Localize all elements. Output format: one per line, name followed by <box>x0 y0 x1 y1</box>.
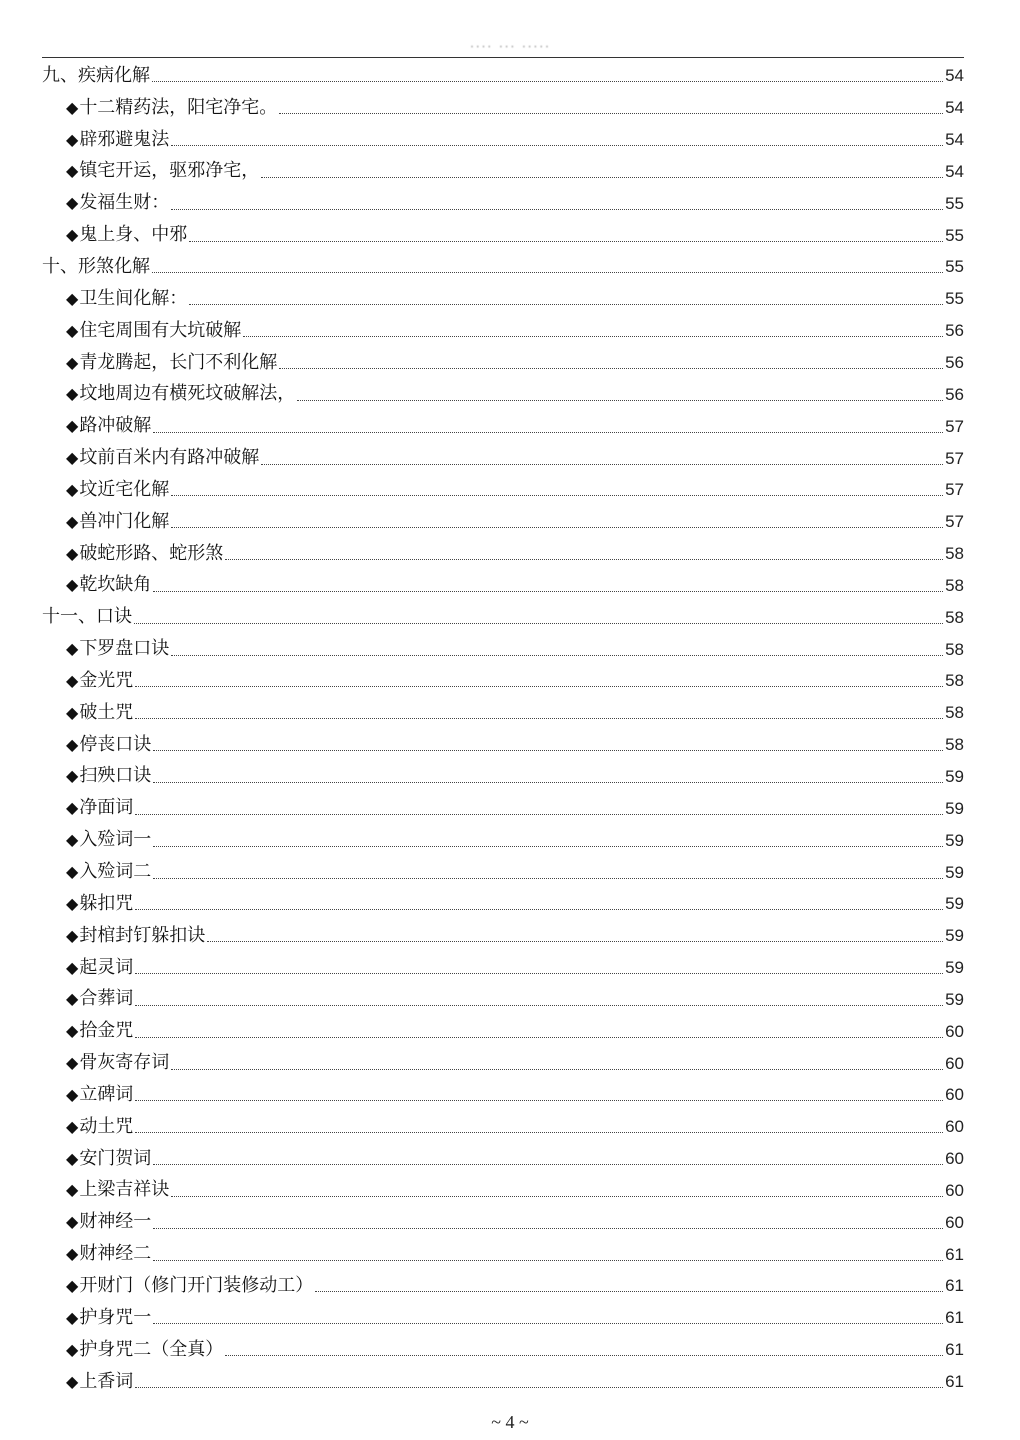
toc-item-row <box>42 378 964 410</box>
diamond-bullet-icon: ◆ <box>66 1116 79 1136</box>
dot-leader <box>135 1100 943 1101</box>
toc-item-title: 破蛇形路、蛇形煞 <box>79 542 224 564</box>
diamond-bullet-icon: ◆ <box>66 479 79 499</box>
toc-item-row <box>42 665 964 697</box>
dot-leader <box>243 336 943 337</box>
toc-item-title: 护身咒一 <box>79 1306 152 1328</box>
running-header: ···· ··· ····· <box>469 38 551 56</box>
dot-leader <box>207 941 943 942</box>
diamond-bullet-icon: ◆ <box>66 225 79 245</box>
toc-item-row <box>42 283 964 315</box>
toc-page-number: 61 <box>945 1308 964 1328</box>
toc-page-number: 61 <box>945 1276 964 1296</box>
toc-item-row <box>42 1143 964 1175</box>
toc-section-title: 十、形煞化解 <box>42 255 150 277</box>
diamond-bullet-icon: ◆ <box>66 734 79 754</box>
toc-item-row <box>42 920 964 952</box>
toc-item-row <box>42 761 964 793</box>
toc-item-row <box>42 888 964 920</box>
dot-leader <box>135 1132 943 1133</box>
diamond-bullet-icon: ◆ <box>66 1180 79 1200</box>
toc-page-number: 61 <box>945 1372 964 1392</box>
toc-item-row <box>42 824 964 856</box>
diamond-bullet-icon: ◆ <box>66 1339 79 1359</box>
toc-page-number: 56 <box>945 321 964 341</box>
dot-leader <box>279 368 943 369</box>
toc-page-number: 60 <box>945 1149 964 1169</box>
toc-item-title: 停丧口诀 <box>79 733 152 755</box>
toc-item-title: 发福生财： <box>79 192 170 214</box>
dot-leader <box>153 1228 943 1229</box>
diamond-bullet-icon: ◆ <box>66 288 79 308</box>
toc-item-title: 卫生间化解： <box>79 287 188 309</box>
dot-leader <box>135 909 943 910</box>
diamond-bullet-icon: ◆ <box>66 384 79 404</box>
toc-item-title: 起灵词 <box>79 956 134 978</box>
toc-item-row <box>42 1334 964 1366</box>
dot-leader <box>189 304 943 305</box>
toc-item-title: 坟地周边有横死坟破解法， <box>79 383 296 405</box>
diamond-bullet-icon: ◆ <box>66 161 79 181</box>
diamond-bullet-icon: ◆ <box>66 1307 79 1327</box>
toc-section-row <box>42 251 964 283</box>
toc-item-row <box>42 442 964 474</box>
toc-item-title: 财神经一 <box>79 1211 152 1233</box>
diamond-bullet-icon: ◆ <box>66 352 79 372</box>
diamond-bullet-icon: ◆ <box>66 639 79 659</box>
dot-leader <box>153 1323 943 1324</box>
toc-page-number: 58 <box>945 575 964 595</box>
diamond-bullet-icon: ◆ <box>66 1244 79 1264</box>
toc-item-title: 入殓词二 <box>79 861 152 883</box>
toc-page-number: 59 <box>945 766 964 786</box>
dot-leader <box>171 1196 943 1197</box>
toc-item-title: 躲扣咒 <box>79 892 134 914</box>
toc-section-row <box>42 60 964 92</box>
toc-section-title: 十一、口诀 <box>42 606 132 628</box>
diamond-bullet-icon: ◆ <box>66 830 79 850</box>
diamond-bullet-icon: ◆ <box>66 1371 79 1391</box>
toc-item-row <box>42 1366 964 1398</box>
toc-page-number: 59 <box>945 926 964 946</box>
toc-item-title: 上梁吉祥诀 <box>79 1179 170 1201</box>
dot-leader <box>261 464 943 465</box>
toc-page-number: 54 <box>945 66 964 86</box>
diamond-bullet-icon: ◆ <box>66 670 79 690</box>
toc-page-number: 59 <box>945 862 964 882</box>
toc-item-title: 上香词 <box>79 1370 134 1392</box>
toc-page-number: 59 <box>945 989 964 1009</box>
toc-item-row <box>42 156 964 188</box>
dot-leader <box>225 1355 943 1356</box>
toc-page-number: 57 <box>945 512 964 532</box>
diamond-bullet-icon: ◆ <box>66 766 79 786</box>
dot-leader <box>279 113 943 114</box>
toc-item-title: 净面词 <box>79 797 134 819</box>
toc-item-row <box>42 219 964 251</box>
toc-item-row <box>42 474 964 506</box>
dot-leader <box>135 1037 943 1038</box>
dot-leader <box>135 1387 943 1388</box>
toc-item-row <box>42 506 964 538</box>
diamond-bullet-icon: ◆ <box>66 448 79 468</box>
toc-item-title: 动土咒 <box>79 1115 134 1137</box>
dot-leader <box>135 973 943 974</box>
toc-page-number: 57 <box>945 416 964 436</box>
toc-page-number: 60 <box>945 1117 964 1137</box>
toc-item-row <box>42 633 964 665</box>
dot-leader <box>261 177 943 178</box>
dot-leader <box>171 1069 943 1070</box>
diamond-bullet-icon: ◆ <box>66 1275 79 1295</box>
toc-item-title: 拾金咒 <box>79 1020 134 1042</box>
diamond-bullet-icon: ◆ <box>66 1084 79 1104</box>
diamond-bullet-icon: ◆ <box>66 1148 79 1168</box>
toc-item-title: 辟邪避鬼法 <box>79 128 170 150</box>
toc-item-row <box>42 92 964 124</box>
dot-leader <box>153 750 943 751</box>
diamond-bullet-icon: ◆ <box>66 893 79 913</box>
table-of-contents <box>42 60 964 1397</box>
toc-item-title: 鬼上身、中邪 <box>79 224 188 246</box>
toc-item-title: 护身咒二（全真） <box>79 1338 224 1360</box>
toc-page-number: 58 <box>945 639 964 659</box>
toc-item-title: 立碑词 <box>79 1083 134 1105</box>
diamond-bullet-icon: ◆ <box>66 1212 79 1232</box>
toc-item-title: 下罗盘口诀 <box>79 638 170 660</box>
toc-item-title: 封棺封钉躲扣诀 <box>79 924 206 946</box>
toc-page-number: 59 <box>945 894 964 914</box>
toc-item-row <box>42 952 964 984</box>
toc-section-title: 九、疾病化解 <box>42 64 150 86</box>
toc-item-title: 财神经二 <box>79 1243 152 1265</box>
diamond-bullet-icon: ◆ <box>66 1053 79 1073</box>
dot-leader <box>171 527 943 528</box>
toc-item-row <box>42 570 964 602</box>
toc-page-number: 59 <box>945 958 964 978</box>
toc-page-number: 56 <box>945 353 964 373</box>
toc-item-title: 兽冲门化解 <box>79 510 170 532</box>
diamond-bullet-icon: ◆ <box>66 416 79 436</box>
toc-item-title: 金光咒 <box>79 669 134 691</box>
toc-page-number: 60 <box>945 1053 964 1073</box>
toc-item-row <box>42 124 964 156</box>
toc-item-row <box>42 1302 964 1334</box>
header-rule <box>42 57 964 58</box>
dot-leader <box>135 814 943 815</box>
toc-item-title: 骨灰寄存词 <box>79 1052 170 1074</box>
dot-leader <box>135 1005 943 1006</box>
dot-leader <box>171 145 943 146</box>
toc-item-row <box>42 697 964 729</box>
toc-page-number: 58 <box>945 735 964 755</box>
toc-item-row <box>42 347 964 379</box>
dot-leader <box>171 495 943 496</box>
dot-leader <box>225 559 943 560</box>
toc-item-row <box>42 729 964 761</box>
dot-leader <box>315 1291 943 1292</box>
dot-leader <box>153 878 943 879</box>
toc-item-title: 扫殃口诀 <box>79 765 152 787</box>
dot-leader <box>153 591 943 592</box>
toc-page-number: 60 <box>945 1212 964 1232</box>
toc-item-row <box>42 1175 964 1207</box>
toc-page-number: 60 <box>945 1180 964 1200</box>
diamond-bullet-icon: ◆ <box>66 1021 79 1041</box>
dot-leader <box>297 400 943 401</box>
toc-page-number: 55 <box>945 193 964 213</box>
toc-page-number: 58 <box>945 607 964 627</box>
dot-leader <box>135 686 943 687</box>
toc-page-number: 54 <box>945 98 964 118</box>
toc-page-number: 57 <box>945 448 964 468</box>
toc-item-title: 路冲破解 <box>79 415 152 437</box>
toc-item-row <box>42 187 964 219</box>
diamond-bullet-icon: ◆ <box>66 97 79 117</box>
toc-page-number: 58 <box>945 544 964 564</box>
toc-page-number: 54 <box>945 161 964 181</box>
toc-item-title: 十二精药法，阳宅净宅。 <box>79 96 278 118</box>
dot-leader <box>153 846 943 847</box>
diamond-bullet-icon: ◆ <box>66 320 79 340</box>
toc-page-number: 54 <box>945 130 964 150</box>
toc-page-number: 58 <box>945 671 964 691</box>
toc-item-row <box>42 1079 964 1111</box>
toc-item-row <box>42 315 964 347</box>
toc-item-title: 住宅周围有大坑破解 <box>79 319 242 341</box>
toc-item-title: 坟近宅化解 <box>79 478 170 500</box>
toc-item-title: 青龙腾起，长门不利化解 <box>79 351 278 373</box>
diamond-bullet-icon: ◆ <box>66 193 79 213</box>
dot-leader <box>135 718 943 719</box>
toc-item-row <box>42 1015 964 1047</box>
toc-page-number: 60 <box>945 1085 964 1105</box>
toc-item-title: 镇宅开运，驱邪净宅， <box>79 160 260 182</box>
toc-page-number: 59 <box>945 830 964 850</box>
toc-item-row <box>42 856 964 888</box>
diamond-bullet-icon: ◆ <box>66 957 79 977</box>
dot-leader <box>153 1260 943 1261</box>
toc-page-number: 61 <box>945 1244 964 1264</box>
toc-page-number: 58 <box>945 703 964 723</box>
toc-page-number: 60 <box>945 1021 964 1041</box>
toc-page-number: 61 <box>945 1340 964 1360</box>
toc-item-title: 合葬词 <box>79 988 134 1010</box>
page-footer-number: ~ 4 ~ <box>491 1412 529 1432</box>
toc-page-number: 59 <box>945 798 964 818</box>
diamond-bullet-icon: ◆ <box>66 862 79 882</box>
toc-item-title: 乾坎缺角 <box>79 574 152 596</box>
toc-item-row <box>42 1270 964 1302</box>
dot-leader <box>152 81 943 82</box>
dot-leader <box>153 782 943 783</box>
dot-leader <box>189 241 943 242</box>
toc-item-row <box>42 538 964 570</box>
dot-leader <box>153 1164 943 1165</box>
toc-page-number: 55 <box>945 289 964 309</box>
diamond-bullet-icon: ◆ <box>66 543 79 563</box>
toc-item-title: 坟前百米内有路冲破解 <box>79 447 260 469</box>
dot-leader <box>171 209 943 210</box>
toc-page-number: 55 <box>945 257 964 277</box>
toc-item-title: 破土咒 <box>79 701 134 723</box>
toc-page-number: 57 <box>945 480 964 500</box>
toc-item-row <box>42 983 964 1015</box>
toc-item-row <box>42 1111 964 1143</box>
toc-item-row <box>42 1206 964 1238</box>
toc-page-number: 55 <box>945 225 964 245</box>
toc-page-number: 56 <box>945 384 964 404</box>
diamond-bullet-icon: ◆ <box>66 925 79 945</box>
toc-item-row <box>42 1238 964 1270</box>
diamond-bullet-icon: ◆ <box>66 129 79 149</box>
toc-item-row <box>42 410 964 442</box>
diamond-bullet-icon: ◆ <box>66 575 79 595</box>
dot-leader <box>152 272 943 273</box>
diamond-bullet-icon: ◆ <box>66 511 79 531</box>
dot-leader <box>153 432 943 433</box>
toc-item-row <box>42 792 964 824</box>
diamond-bullet-icon: ◆ <box>66 989 79 1009</box>
dot-leader <box>134 623 943 624</box>
toc-item-row <box>42 1047 964 1079</box>
toc-item-title: 入殓词一 <box>79 829 152 851</box>
toc-section-row <box>42 601 964 633</box>
toc-item-title: 开财门（修门开门装修动工） <box>79 1274 314 1296</box>
diamond-bullet-icon: ◆ <box>66 702 79 722</box>
toc-item-title: 安门贺词 <box>79 1147 152 1169</box>
diamond-bullet-icon: ◆ <box>66 798 79 818</box>
dot-leader <box>171 655 943 656</box>
